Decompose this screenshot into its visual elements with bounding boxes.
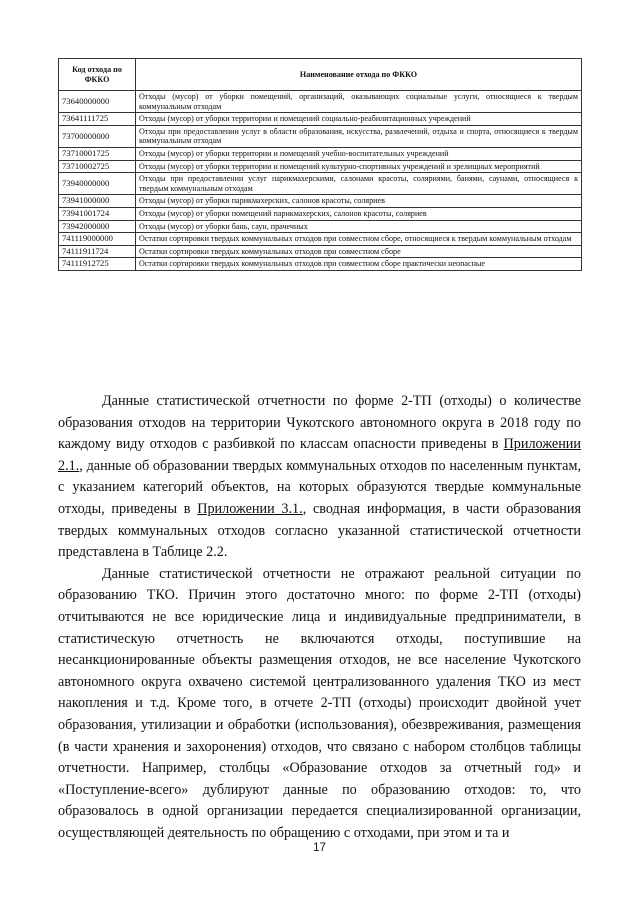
paragraph-2: Данные статистической отчетности не отражают реальной ситуации по образованию ТКО. Причин этого достаточно много: по форме 2-ТП (отходы) отчитываются не все юридические лица и индивидуальные предприниматели, в статистическую отчетность не включаются отходы, поступившие на несанкционированные объекты размещения отходов, не все население Чукотского автономного округа охвачено системой централизованного удаления ТКО из мест накопления и т.д. Кроме того, в отчете 2-ТП (отходы) происходит двойной учет образования, утилизации и обработки (использования), обезвреживания, размещения (в части хранения и захоронения) отходов, что связано с набором столбцов таблицы отчетности. Например, столбцы «Образование отходов за отчетный год» и «Поступление-всего» дублируют данные по образованию отходов: то, что образовалось в одной организации передается специализированной организации, осуществляющей деятельность по обращению с отходами, при этом и та и — [58, 565, 581, 841]
waste-name-cell: Отходы (мусор) от уборки помещений парикмахерских, салонов красоты, соляриев — [136, 207, 582, 220]
waste-code-cell: 73940000000 — [59, 173, 136, 195]
table-row — [59, 113, 582, 126]
appendix-2-1-link[interactable]: Приложении 2.1. — [58, 436, 581, 474]
waste-code-cell: 73942000000 — [59, 220, 136, 233]
paragraph-1-text-c: , сводная информация, в части образования твердых коммунальных отходов согласно указанной статистической отчетности представлена в Таблице 2.2. — [58, 500, 581, 561]
waste-code-cell: 73710002725 — [59, 160, 136, 173]
paragraph-1-text-a: Данные статистической отчетности по форме 2-ТП (отходы) о количестве образования отходов на территории Чукотского автономного округа в 2018 году по каждому виду отходов с разбивкой по классам опасности приведены в — [58, 393, 581, 453]
waste-name-cell: Отходы (мусор) от уборки территории и помещений культурно-спортивных учреждений и зрелищных мероприятий — [136, 160, 582, 173]
waste-name-cell: Отходы (мусор) от уборки территории и помещений учебно-воспитательных учреждений — [136, 147, 582, 160]
waste-name-cell: Отходы (мусор) от уборки территории и помещений социально-реабилитационных учреждений — [136, 113, 582, 126]
table-header-row — [59, 59, 582, 91]
table-row — [59, 220, 582, 233]
table-row — [59, 91, 582, 113]
fkko-waste-table — [58, 58, 582, 271]
table-row — [59, 195, 582, 208]
waste-name-cell: Остатки сортировки твердых коммунальных отходов при совместном сборе, относящиеся к твердым коммунальным отходам — [136, 233, 582, 246]
waste-name-cell: Остатки сортировки твердых коммунальных отходов при совместном сборе — [136, 245, 582, 258]
appendix-3-1-link[interactable]: Приложении 3.1. — [197, 500, 303, 517]
paragraph-1 — [58, 391, 581, 564]
table-row — [59, 207, 582, 220]
waste-code-cell: 74111911724 — [59, 245, 136, 258]
table-row — [59, 258, 582, 271]
waste-code-cell: 73700000000 — [59, 125, 136, 147]
table-row — [59, 245, 582, 258]
waste-code-cell: 73641111725 — [59, 113, 136, 126]
header-name: Наименование отхода по ФККО — [136, 59, 582, 91]
waste-code-cell: 73710001725 — [59, 147, 136, 160]
waste-code-cell: 73941001724 — [59, 207, 136, 220]
waste-code-cell: 74111912725 — [59, 258, 136, 271]
table-row — [59, 173, 582, 195]
table-row — [59, 160, 582, 173]
waste-name-cell: Отходы (мусор) от уборки парикмахерских, салонов красоты, соляриев — [136, 195, 582, 208]
table-row — [59, 147, 582, 160]
table-row — [59, 125, 582, 147]
page-number: 17 — [313, 842, 326, 854]
waste-code-cell: 73640000000 — [59, 91, 136, 113]
table-body — [59, 91, 582, 271]
waste-name-cell: Отходы (мусор) от уборки помещений, организаций, оказывающих социальные услуги, относящиеся к твердым коммунальным отходам — [136, 91, 582, 113]
waste-code-cell: 73941000000 — [59, 195, 136, 208]
waste-name-cell: Отходы (мусор) от уборки бань, саун, прачечных — [136, 220, 582, 233]
table-row — [59, 233, 582, 246]
waste-name-cell: Отходы при предоставлении услуг в области образования, искусства, развлечений, отдыха и спорта, относящиеся к твердым коммунальным отходам — [136, 125, 582, 147]
body-text — [58, 391, 581, 844]
paragraph-1-text-b: , данные об образовании твердых коммунальных отходов по населенным пунктам, с указанием категорий объектов, на которых образуются твердые коммунальные отходы, приведены в — [58, 457, 581, 517]
header-code: Код отхода по ФККО — [59, 59, 136, 91]
waste-code-cell: 741119000000 — [59, 233, 136, 246]
waste-name-cell: Отходы при предоставлении услуг парикмахерскими, салонами красоты, соляриями, банями, саунами, относящиеся к твердым коммунальным отходам — [136, 173, 582, 195]
waste-name-cell: Остатки сортировки твердых коммунальных отходов при совместном сборе практически неопасные — [136, 258, 582, 271]
